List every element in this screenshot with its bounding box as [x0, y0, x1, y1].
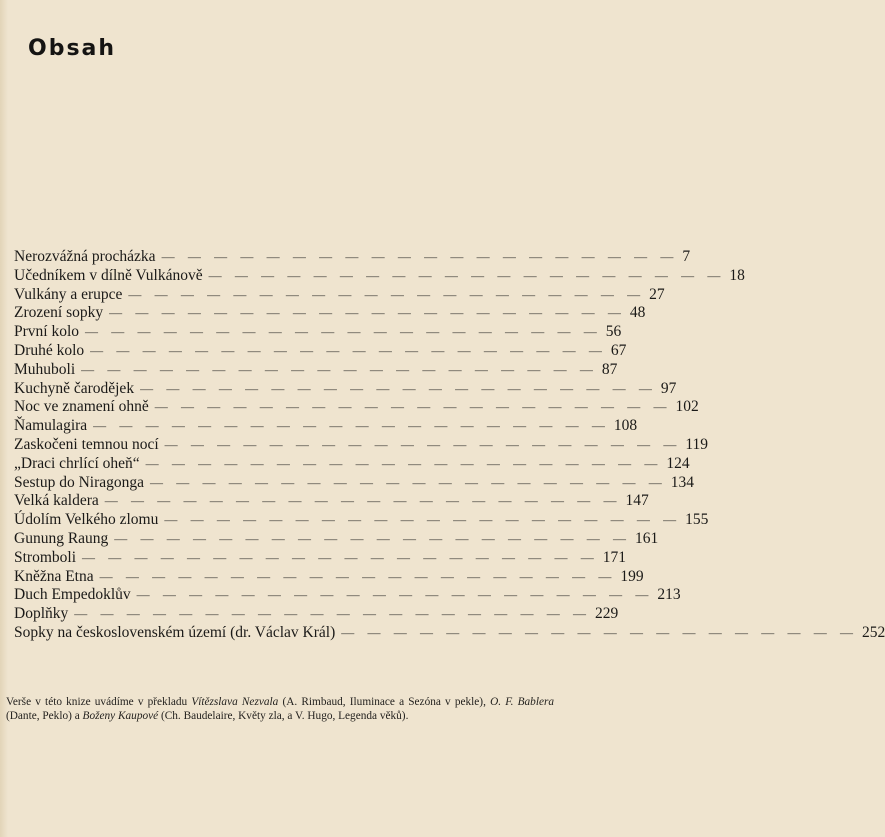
toc-entry-page: 161 [635, 529, 659, 547]
toc-entry-title: První kolo [14, 323, 80, 341]
toc-leader: — — — — — — — — — — — — — — — — — — — — [136, 587, 654, 603]
toc-entry-page: 199 [620, 567, 644, 585]
toc-entry-title: Údolím Velkého zlomu [14, 511, 159, 529]
toc-leader: — — — — — — — — — — — — — — — — — — — — [93, 418, 610, 434]
toc-entry[interactable] [14, 398, 699, 417]
toc-entry[interactable] [14, 548, 627, 568]
toc-entry[interactable] [14, 605, 619, 624]
toc-entry-title: Stromboli [14, 548, 77, 566]
toc-entry-page: 7 [682, 248, 691, 265]
toc-entry[interactable] [14, 341, 627, 361]
translator-name: O. F. Bablera [490, 696, 555, 708]
toc-entry-title: Kuchyně čarodějek [14, 379, 135, 397]
toc-entry-page: 155 [685, 511, 709, 529]
toc-leader: — — — — — — — — — — — — — — — — — — — — [82, 549, 599, 565]
toc-leader: — — — — — — — — — — — — — — — — — — — — [99, 568, 617, 584]
toc-entry[interactable] [14, 417, 638, 436]
toc-entry[interactable] [14, 567, 644, 587]
toc-entry-page: 87 [601, 360, 618, 378]
toc-entry[interactable] [14, 586, 681, 605]
toc-entry-page: 119 [685, 435, 709, 453]
toc-entry-title: Vulkány a erupce [14, 285, 123, 303]
toc-leader: — — — — — — — — — — — — — — — — — — — — [341, 624, 859, 640]
toc-entry[interactable] [14, 435, 709, 455]
toc-entry-title: Učedníkem v dílně Vulkánově [14, 266, 203, 284]
toc-leader: — — — — — — — — — — — — — — — — — — — — [161, 249, 679, 264]
translator-name: Vítězslava Nezvala [191, 696, 279, 708]
toc-entry[interactable] [14, 266, 745, 286]
toc-entry-page: 97 [660, 379, 677, 397]
toc-entry-title: Gunung Raung [14, 529, 109, 547]
toc-entry[interactable] [14, 623, 885, 643]
translation-note-text: (Ch. Baudelaire, Květy zla, a V. Hugo, Legenda věků). [158, 709, 409, 722]
toc-entry-title: Noc ve znamení ohně [14, 398, 149, 416]
toc-entry-page: 27 [649, 285, 665, 303]
toc-entry[interactable] [14, 323, 622, 342]
toc-leader: — — — — — — — — — — — — — — — — — — — — [128, 286, 646, 302]
toc-entry-page: 102 [675, 398, 699, 416]
toc-entry-page: 108 [613, 417, 638, 435]
page-title: Obsah [28, 36, 117, 61]
toc-leader: — — — — — — — — — — — — — — — — — — — — [109, 305, 626, 321]
toc-entry-title: Sopky na československém území (dr. Václav Král) [14, 623, 336, 641]
toc-leader: — — — — — — — — — — — — — — — — — — — — [81, 361, 598, 377]
translation-note [6, 696, 554, 723]
toc-entry[interactable] [14, 379, 677, 399]
toc-leader: — — — — — — — — — — — — — — — — — — — — [104, 493, 622, 509]
toc-entry-page: 229 [595, 605, 619, 623]
toc-leader: — — — — — — — — — — — — — — — — — — — — [145, 455, 663, 471]
toc-entry-title: Duch Empedoklův [14, 586, 131, 604]
toc-entry-page: 56 [605, 323, 622, 341]
translator-name: Boženy Kaupové [82, 709, 159, 722]
toc-entry-title: Nerozvážná procházka [14, 248, 156, 265]
toc-entry-page: 147 [625, 492, 649, 510]
toc-entry[interactable] [14, 492, 649, 511]
toc-entry-page: 67 [610, 341, 627, 359]
toc-entry[interactable] [14, 248, 691, 267]
toc-leader: — — — — — — — — — — — — — — — — — — — — [114, 530, 632, 546]
toc-entry-page: 134 [670, 473, 695, 491]
toc-leader: — — — — — — — — — — — — — — — — — — — — [90, 342, 607, 358]
toc-entry[interactable] [14, 304, 646, 323]
toc-entry-title: „Draci chrlící oheň“ [14, 454, 140, 472]
toc-entry-title: Sestup do Niragonga [14, 473, 145, 491]
toc-entry[interactable] [14, 360, 618, 380]
toc-entry[interactable] [14, 454, 690, 474]
toc-leader: — — — — — — — — — — — — — — — — — — — — [74, 606, 591, 622]
toc-entry-title: Doplňky [14, 605, 69, 623]
toc-entry-title: Kněžna Etna [14, 567, 94, 585]
toc-leader: — — — — — — — — — — — — — — — — — — — — [85, 324, 602, 340]
toc-entry-title: Muhuboli [14, 360, 76, 378]
toc-entry-title: Zrození sopky [14, 304, 104, 322]
toc-leader: — — — — — — — — — — — — — — — — — — — — [140, 380, 657, 396]
toc-entry[interactable] [14, 285, 665, 305]
toc-leader: — — — — — — — — — — — — — — — — — — — — [208, 267, 726, 283]
toc-entry-page: 18 [729, 266, 745, 284]
toc-leader: — — — — — — — — — — — — — — — — — — — — [164, 512, 682, 528]
toc-leader: — — — — — — — — — — — — — — — — — — — — [150, 474, 667, 490]
table-of-contents [14, 248, 885, 643]
toc-entry[interactable] [14, 473, 695, 493]
toc-leader: — — — — — — — — — — — — — — — — — — — — [164, 436, 682, 452]
toc-entry-page: 124 [666, 454, 690, 472]
toc-entry-title: Velká kaldera [14, 492, 99, 510]
toc-entry-title: Ňamulagira [14, 417, 88, 435]
toc-entry-page: 48 [629, 304, 646, 322]
translation-note-text: Verše v této knize uvádíme v překladu [6, 696, 192, 708]
toc-entry-title: Zaskočeni temnou nocí [14, 435, 159, 453]
toc-leader: — — — — — — — — — — — — — — — — — — — — [154, 399, 672, 415]
translation-note-text: (Dante, Peklo) a [6, 709, 83, 722]
toc-entry-page: 213 [657, 586, 681, 604]
toc-entry[interactable] [14, 529, 659, 549]
toc-entry-page: 252 [862, 623, 885, 641]
toc-entry-page: 171 [602, 548, 627, 566]
translation-note-text: (A. Rimbaud, Iluminace a Sezóna v pekle), [278, 696, 491, 708]
toc-entry[interactable] [14, 511, 709, 530]
toc-entry-title: Druhé kolo [14, 341, 85, 359]
